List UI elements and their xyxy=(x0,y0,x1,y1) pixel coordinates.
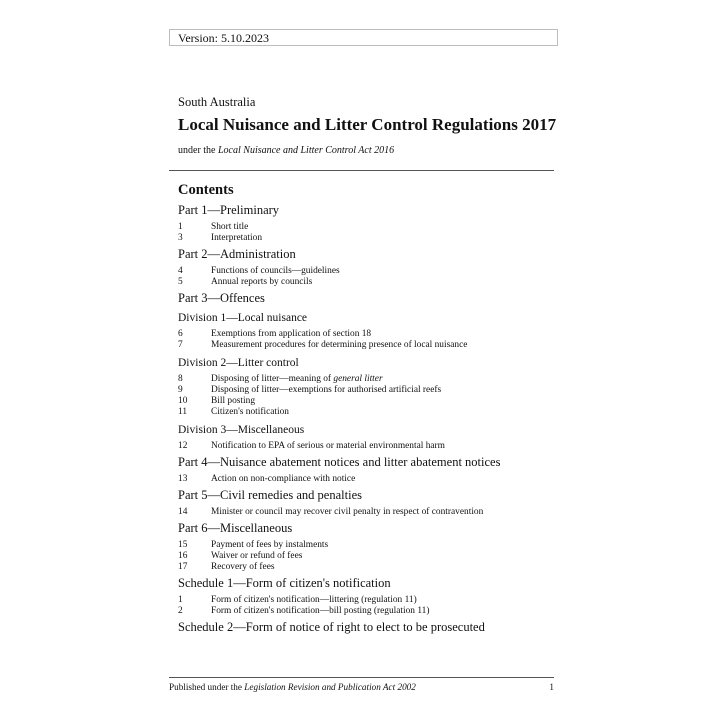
entry-label-text: Measurement procedures for determining presence of local nuisance xyxy=(211,340,468,350)
entry-list xyxy=(178,595,558,617)
entry-list xyxy=(178,507,558,518)
under-prefix: under the xyxy=(178,145,218,156)
toc-entry xyxy=(178,507,558,518)
part-heading: Part 1—Preliminary xyxy=(178,203,280,217)
toc-entry xyxy=(178,407,558,418)
part-heading: Part 6—Miscellaneous xyxy=(178,521,293,535)
entry-label xyxy=(211,595,417,606)
entry-number: 14 xyxy=(178,507,188,517)
footer-rule xyxy=(169,677,554,678)
entry-list xyxy=(178,329,558,351)
entry-label xyxy=(211,396,255,407)
entry-list xyxy=(178,222,558,244)
division-heading: Division 3—Miscellaneous xyxy=(178,424,305,436)
page-footer xyxy=(169,681,554,693)
entry-label xyxy=(211,277,312,288)
entry-label xyxy=(211,329,371,340)
entry-label xyxy=(211,540,328,551)
version-box xyxy=(169,29,558,46)
toc-entry xyxy=(178,396,558,407)
entry-number: 1 xyxy=(178,595,183,605)
entry-label xyxy=(211,222,248,233)
toc-entry xyxy=(178,551,558,562)
entry-label xyxy=(211,233,262,244)
part-heading: Part 2—Administration xyxy=(178,247,296,261)
toc-entry xyxy=(178,474,558,485)
entry-label xyxy=(211,507,483,518)
entry-number: 9 xyxy=(178,385,183,395)
toc-entry xyxy=(178,606,558,617)
part-heading: Schedule 1—Form of citizen's notification xyxy=(178,576,391,590)
entry-number: 13 xyxy=(178,474,188,484)
entry-label xyxy=(211,474,355,485)
entry-label-text: Recovery of fees xyxy=(211,562,275,572)
page-number: 1 xyxy=(549,682,554,692)
part-heading: Part 3—Offences xyxy=(178,291,265,305)
entry-label-text: Action on non-compliance with notice xyxy=(211,474,356,484)
entry-number: 11 xyxy=(178,407,188,417)
entry-number: 10 xyxy=(178,396,188,406)
toc-entry xyxy=(178,222,558,233)
entry-label-text: Bill posting xyxy=(211,396,256,406)
entry-number: 2 xyxy=(178,606,183,616)
entry-list xyxy=(178,474,558,485)
entry-label xyxy=(211,606,430,617)
entry-label xyxy=(211,562,275,573)
entry-list xyxy=(178,266,558,288)
toc-entry xyxy=(178,233,558,244)
toc-entry xyxy=(178,562,558,573)
entry-label xyxy=(211,441,445,452)
entry-label-text: Exemptions from application of section 18 xyxy=(211,329,372,339)
entry-number: 1 xyxy=(178,222,183,232)
entry-list xyxy=(178,374,558,418)
document-header xyxy=(178,95,558,157)
part-heading: Schedule 2—Form of notice of right to elect to be prosecuted xyxy=(178,620,485,634)
entry-list xyxy=(178,540,558,573)
toc-entry xyxy=(178,595,558,606)
entry-label-text: Functions of councils—guidelines xyxy=(211,266,340,276)
division-heading: Division 1—Local nuisance xyxy=(178,312,308,324)
entry-label-text: Form of citizen's notification—littering (regulation 11) xyxy=(211,595,417,605)
entry-label xyxy=(211,374,383,385)
contents-heading: Contents xyxy=(178,182,234,198)
toc-entry xyxy=(178,441,558,452)
entry-number: 4 xyxy=(178,266,183,276)
part-heading: Part 4—Nuisance abatement notices and litter abatement notices xyxy=(178,455,501,469)
toc-entry xyxy=(178,329,558,340)
entry-label-text: Waiver or refund of fees xyxy=(211,551,303,561)
entry-label xyxy=(211,266,340,277)
toc-entry xyxy=(178,374,558,385)
toc-entry xyxy=(178,540,558,551)
footer-publication xyxy=(169,681,416,693)
entry-number: 5 xyxy=(178,277,183,287)
toc-entry xyxy=(178,340,558,351)
part-heading: Part 5—Civil remedies and penalties xyxy=(178,488,362,502)
toc-entry xyxy=(178,266,558,277)
entry-label-text: Form of citizen's notification—bill posting (regulation 11) xyxy=(211,606,430,616)
entry-number: 3 xyxy=(178,233,183,243)
entry-number: 6 xyxy=(178,329,183,339)
entry-number: 16 xyxy=(178,551,188,561)
jurisdiction: South Australia xyxy=(178,95,256,109)
footer-act: Legislation Revision and Publication Act 2002 xyxy=(244,682,416,692)
entry-list xyxy=(178,441,558,452)
entry-label xyxy=(211,340,467,351)
entry-label-text: Payment of fees by instalments xyxy=(211,540,329,550)
enabling-act: Local Nuisance and Litter Control Act 2016 xyxy=(218,145,395,156)
enabling-act-line xyxy=(178,145,558,157)
entry-label-text: Minister or council may recover civil penalty in respect of contravention xyxy=(211,507,484,517)
entry-label xyxy=(211,551,302,562)
table-of-contents xyxy=(178,181,558,639)
entry-label-text: Notification to EPA of serious or material environmental harm xyxy=(211,441,445,451)
entry-label-text: Short title xyxy=(211,222,249,232)
entry-label-text: Citizen's notification xyxy=(211,407,289,417)
entry-label-text: Disposing of litter—meaning of xyxy=(211,374,334,384)
entry-label-text: Interpretation xyxy=(211,233,263,243)
version-label: Version: 5.10.2023 xyxy=(178,31,269,45)
entry-number: 17 xyxy=(178,562,188,572)
entry-label xyxy=(211,385,441,396)
header-rule xyxy=(169,170,554,171)
entry-label-text: Annual reports by councils xyxy=(211,277,313,287)
entry-number: 15 xyxy=(178,540,188,550)
entry-number: 12 xyxy=(178,441,188,451)
toc-entry xyxy=(178,385,558,396)
toc-entry xyxy=(178,277,558,288)
document-title: Local Nuisance and Litter Control Regulations 2017 xyxy=(178,115,557,134)
division-heading: Division 2—Litter control xyxy=(178,357,299,369)
entry-label-text: Disposing of litter—exemptions for authorised artificial reefs xyxy=(211,385,442,395)
footer-prefix: Published under the xyxy=(169,682,245,692)
entry-number: 7 xyxy=(178,340,183,350)
entry-number: 8 xyxy=(178,374,183,384)
entry-label xyxy=(211,407,289,418)
entry-label-italic: general litter xyxy=(333,374,383,384)
